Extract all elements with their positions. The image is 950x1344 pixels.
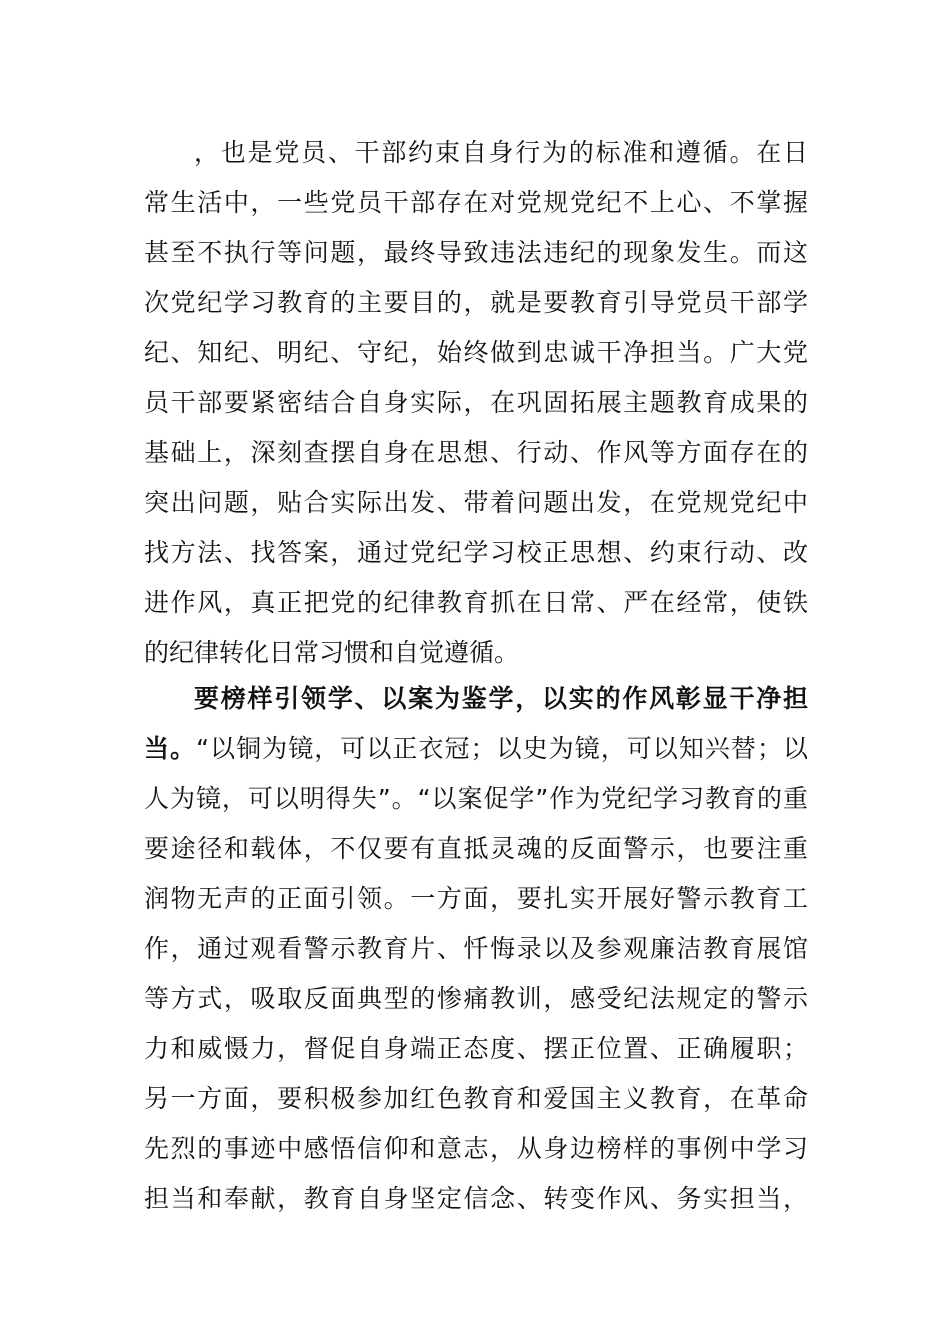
quote-text: “以铜为镜，可以正衣冠；以史为镜，可以知兴替；以 bbox=[196, 734, 808, 763]
text-line: 员干部要紧密结合自身实际，在巩固拓展主题教育成果的 bbox=[144, 388, 808, 417]
text-line: 甚至不执行等问题，最终导致违法违纪的现象发生。而这 bbox=[144, 238, 808, 267]
text-line: 先烈的事迹中感悟信仰和意志，从身边榜样的事例中学习 bbox=[144, 1134, 808, 1163]
text-line: 基础上，深刻查摆自身在思想、行动、作风等方面存在的 bbox=[144, 438, 808, 467]
text-line: 常生活中，一些党员干部存在对党规党纪不上心、不掌握 bbox=[144, 188, 808, 217]
text-line: 润物无声的正面引领。一方面，要扎实开展好警示教育工 bbox=[144, 884, 808, 913]
text-line: 纪、知纪、明纪、守纪，始终做到忠诚干净担当。广大党 bbox=[144, 338, 808, 367]
section-heading: 要榜样引领学、以案为鉴学，以实的作风彰显干净担 bbox=[194, 684, 808, 713]
text-line bbox=[144, 724, 808, 774]
paragraph-discipline-study bbox=[144, 128, 808, 678]
paragraph-role-models bbox=[144, 674, 808, 1224]
text-line: 等方式，吸取反面典型的惨痛教训，感受纪法规定的警示 bbox=[144, 984, 808, 1013]
text-line: 人为镜，可以明得失”。“以案促学”作为党纪学习教育的重 bbox=[144, 784, 808, 813]
text-line: 突出问题，贴合实际出发、带着问题出发，在党规党纪中 bbox=[144, 488, 808, 517]
text-line: 的纪律转化日常习惯和自觉遵循。 bbox=[144, 638, 520, 667]
section-heading-tail: 当。 bbox=[144, 734, 197, 763]
text-line: ，也是党员、干部约束自身行为的标准和遵循。在日 bbox=[194, 138, 808, 167]
text-line: 进作风，真正把党的纪律教育抓在日常、严在经常，使铁 bbox=[144, 588, 808, 617]
text-line: 另一方面，要积极参加红色教育和爱国主义教育，在革命 bbox=[144, 1084, 808, 1113]
text-line: 次党纪学习教育的主要目的，就是要教育引导党员干部学 bbox=[144, 288, 808, 317]
text-line: 作，通过观看警示教育片、忏悔录以及参观廉洁教育展馆 bbox=[144, 934, 808, 963]
text-line: 力和威慑力，督促自身端正态度、摆正位置、正确履职； bbox=[144, 1034, 808, 1063]
text-line: 找方法、找答案，通过党纪学习校正思想、约束行动、改 bbox=[144, 538, 808, 567]
text-line: 要途径和载体，不仅要有直抵灵魂的反面警示，也要注重 bbox=[144, 834, 808, 863]
text-line: 担当和奉献，教育自身坚定信念、转变作风、务实担当， bbox=[144, 1184, 808, 1213]
